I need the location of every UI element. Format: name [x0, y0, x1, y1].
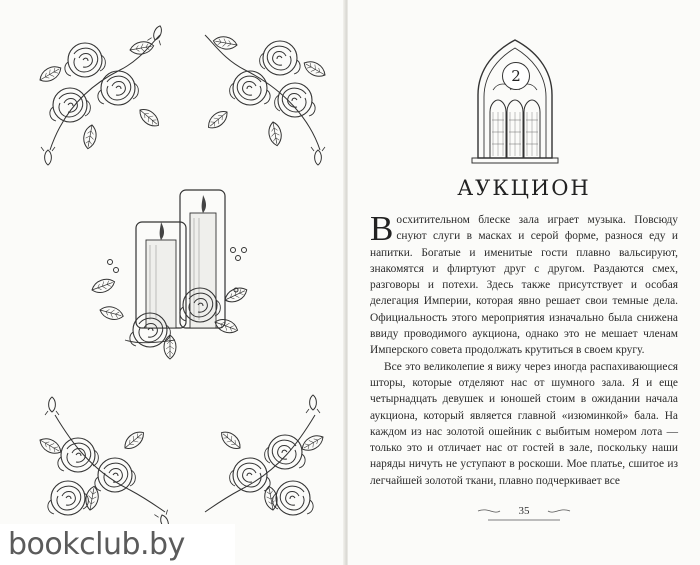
candle-illustration — [90, 190, 249, 359]
chapter-title: АУКЦИОН — [457, 176, 591, 200]
left-page-illustrations — [0, 0, 345, 565]
rose-ornament-top-left — [37, 24, 167, 165]
chapter-body-text — [370, 209, 678, 489]
rose-ornament-bottom-right — [205, 395, 326, 515]
left-page — [0, 0, 345, 565]
gothic-window-emblem — [348, 0, 700, 200]
watermark: bookclub.by — [0, 524, 235, 565]
right-page — [348, 0, 700, 565]
rose-ornament-top-right — [205, 35, 328, 165]
page-number: 35 — [518, 505, 530, 517]
paragraph-2: Все это великолепие я вижу через иногда распахивающиеся шторы, которые отделяют нас от шумного зала. Я и еще четырнадцать девушек и юношей стоим в ожидании начала аукциона, который является главной «изюминкой» бала. На каждом из нас золотой ошейник с выбитым номером лота — только это и отличает нас от гостей в зале, поскольку наши наряды ничуть не уступают в роскоши. Мое платье, сшитое из легчайшей золотой ткани, плавно подчеркивает все — [370, 360, 678, 487]
paragraph-1-text: осхитительном блеске зала играет музыка. Повсюду снуют слуги в масках и серой форме, разнося еду и напитки. Богатые и именитые гости плавно вальсируют, знакомятся и флиртуют друг с другом. Раздаются смех, разговоры и потехи. Здесь также присутствует и особая делегация Империи, которая явно решает свои темные дела. Официальность этого мероприятия изначально была снижена ввиду проводимого аукциона, однако это не мешает членам Имперского совета продолжать крутиться в своем кругу. — [370, 214, 678, 357]
rose-ornament-bottom-left — [37, 397, 174, 531]
chapter-number: 2 — [502, 62, 530, 90]
drop-cap: В — [370, 209, 394, 248]
paragraph-1 — [370, 209, 678, 359]
